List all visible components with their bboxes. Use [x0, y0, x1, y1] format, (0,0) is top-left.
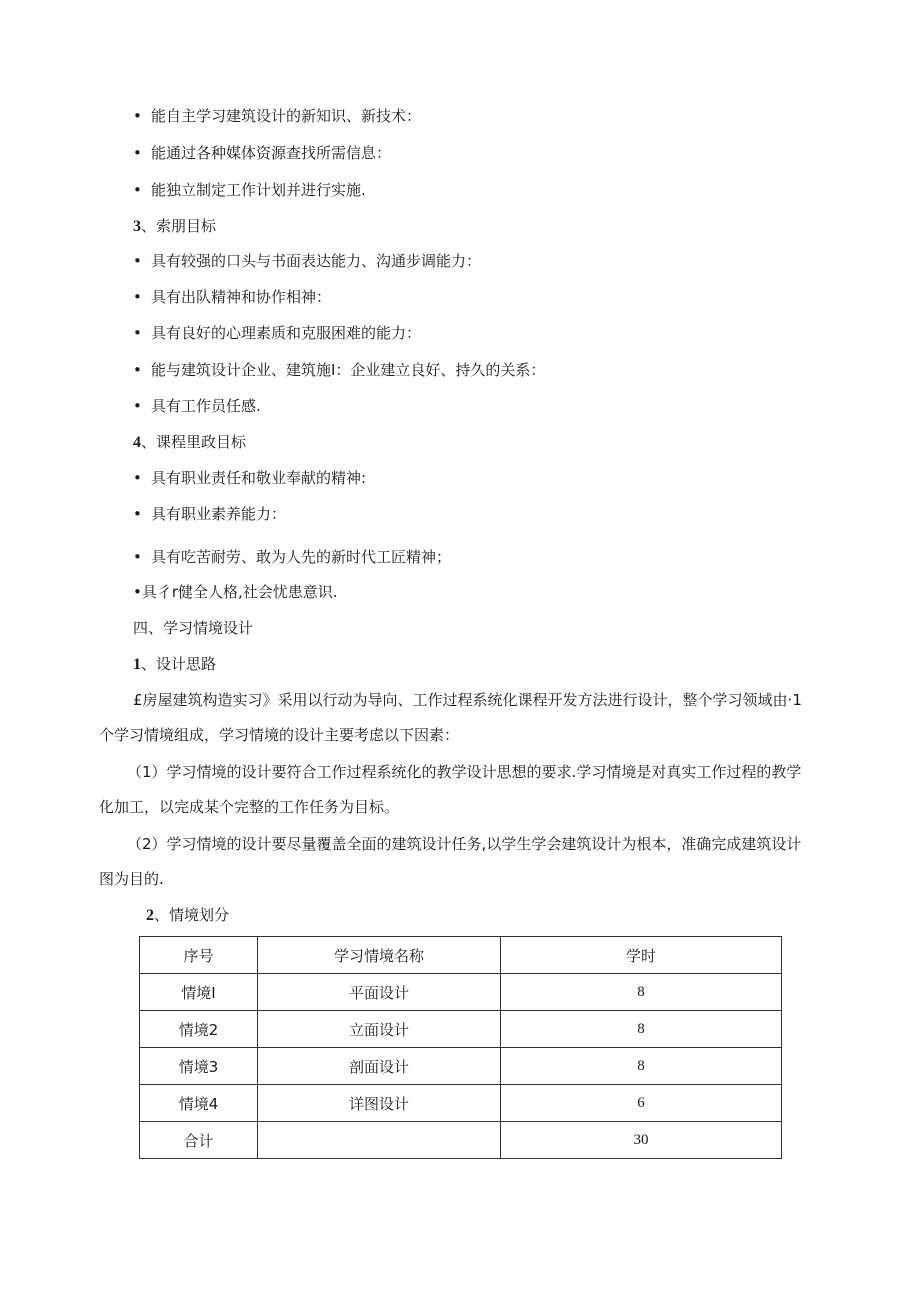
bullet-symbol: •: [133, 181, 142, 199]
table-cell-name: [258, 1122, 501, 1159]
bullet-item: [133, 468, 366, 488]
situation-table: [139, 936, 782, 1159]
bullet-item-inline: •具彳r健全人格,社会忧患意识.: [133, 583, 338, 601]
table-row: [140, 974, 782, 1011]
table-row: [140, 1011, 782, 1048]
section-number: 4: [133, 434, 141, 451]
bullet-item: [133, 323, 421, 343]
section-title: 、情境划分: [154, 906, 230, 924]
table-cell-name: 剖面设计: [258, 1048, 501, 1085]
bullet-symbol: •: [133, 469, 142, 487]
subsection-1-heading: [133, 654, 216, 675]
section-3-heading: [133, 216, 216, 237]
bullet-text: 具有工作员任感.: [151, 397, 261, 415]
table-header-row: [140, 937, 782, 974]
table-cell-id: 合计: [140, 1122, 258, 1159]
bullet-text: 具有吃苦耐劳、敢为人先的新时代工匠精神；: [151, 548, 452, 566]
table-cell-id: 情境3: [140, 1048, 258, 1085]
table-cell-hours: 8: [501, 1048, 782, 1085]
bullet-text: 能自主学习建筑设计的新知识、新技术：: [151, 107, 422, 125]
bullet-item: [133, 106, 421, 126]
table-cell-hours: 8: [501, 1011, 782, 1048]
table-cell-name: 详图设计: [258, 1085, 501, 1122]
table-cell-id: 情境4: [140, 1085, 258, 1122]
table-total-row: [140, 1122, 782, 1159]
chapter-title: 四、学习情境设计: [133, 619, 254, 637]
section-number: 3: [133, 218, 141, 235]
table-cell-hours: 6: [501, 1085, 782, 1122]
bullet-symbol: •: [133, 144, 142, 162]
bullet-item: [133, 360, 545, 380]
bullet-item: [133, 251, 481, 271]
section-4-heading: [133, 432, 246, 453]
bullet-text: 能独立制定工作计划并进行实施.: [151, 181, 366, 199]
section-title: 、设计思路: [141, 655, 217, 673]
bullet-symbol: •: [133, 548, 142, 566]
bullet-symbol: •: [133, 361, 142, 379]
section-number: 2: [146, 907, 154, 924]
bullet-text: 能通过各种媒体资源查找所需信息：: [151, 144, 392, 162]
table-cell-id: 情境I: [140, 974, 258, 1011]
section-title: 、课程里政目标: [141, 433, 247, 451]
bullet-item: [133, 547, 451, 567]
table-cell-hours: 30: [501, 1122, 782, 1159]
column-header: 学习情境名称: [258, 937, 501, 974]
bullet-text: 具有出队精神和协作相神：: [151, 288, 332, 306]
bullet-item: [133, 504, 286, 524]
bullet-text: 具有良好的心理素质和克服困难的能力：: [151, 324, 422, 342]
bullet-symbol: •: [133, 505, 142, 523]
bullet-item: [133, 180, 366, 200]
bullet-symbol: •: [133, 288, 142, 306]
paragraph-line: 个学习情境组成，学习情境的设计主要考虑以下因素：: [99, 726, 460, 744]
bullet-text: 具有职业责任和敬业奉献的精神:: [151, 469, 367, 487]
paragraph-line: £房屋建筑构造实习》采用以行动为导向、工作过程系统化课程开发方法进行设计，整个学习领域由·1: [133, 691, 802, 709]
paragraph-line: （1）学习情境的设计要符合工作过程系统化的教学设计思想的要求.学习情境是对真实工作过程的教学: [127, 763, 802, 781]
subsection-2-heading: [146, 905, 229, 926]
table-row: [140, 1085, 782, 1122]
bullet-text: 具有职业素养能力：: [151, 505, 287, 523]
table-cell-name: 立面设计: [258, 1011, 501, 1048]
table-cell-name: 平面设计: [258, 974, 501, 1011]
table-cell-id: 情境2: [140, 1011, 258, 1048]
bullet-item: [133, 287, 331, 307]
paragraph-line: 图为目的.: [99, 870, 164, 888]
table-cell-hours: 8: [501, 974, 782, 1011]
column-header: 学时: [501, 937, 782, 974]
column-header: 序号: [140, 937, 258, 974]
paragraph-line: 化加工，以完成某个完整的工作任务为目标。: [99, 798, 400, 816]
bullet-text: 能与建筑设计企业、建筑施I：企业建立良好、持久的关系：: [151, 361, 546, 379]
bullet-symbol: •: [133, 107, 142, 125]
table-row: [140, 1048, 782, 1085]
bullet-item: [133, 143, 391, 163]
bullet-symbol: •: [133, 324, 142, 342]
bullet-item: [133, 396, 261, 416]
bullet-symbol: •: [133, 397, 142, 415]
section-number: 1: [133, 656, 141, 673]
bullet-symbol: •: [133, 252, 142, 270]
bullet-text: 具有较强的口头与书面表达能力、沟通步调能力：: [151, 252, 482, 270]
paragraph-line: （2）学习情境的设计要尽量覆盖全面的建筑设计任务,以学生学会建筑设计为根本，准确完成建筑设计: [127, 835, 802, 853]
section-title: 、索朋目标: [141, 217, 217, 235]
